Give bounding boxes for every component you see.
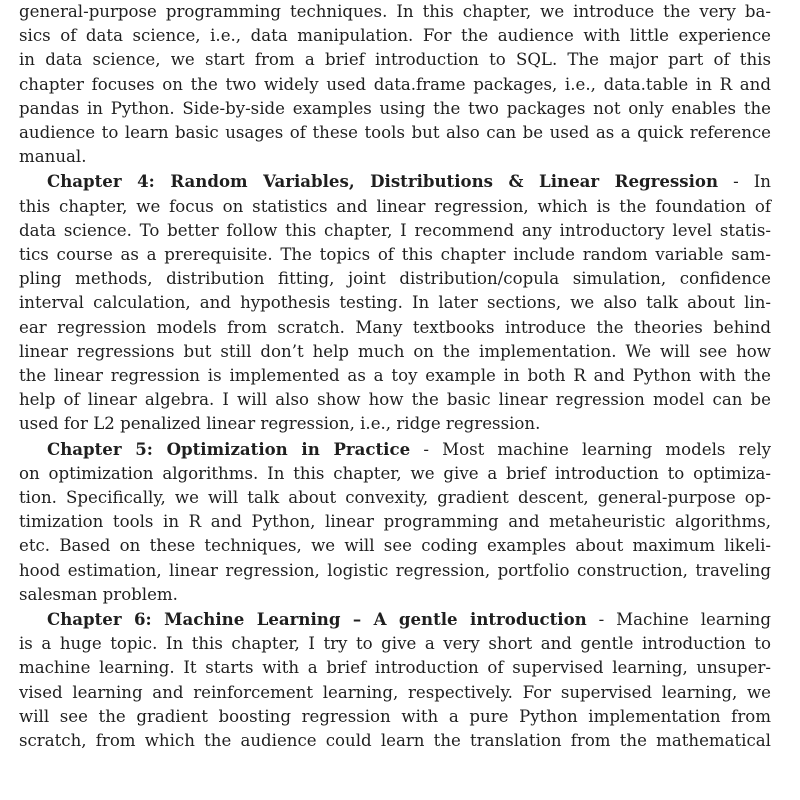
text-line: help of linear algebra. I will also show how the basic linear regression model can be	[19, 390, 771, 410]
text-line: on optimization algorithms. In this chapter, we give a brief introduction to optimiza-	[19, 463, 771, 483]
text-line: sics of data science, i.e., data manipulation. For the audience with little experience	[19, 26, 771, 46]
chapter-heading: Chapter 6: Machine Learning – A gentle introduction	[47, 609, 587, 630]
document-page	[19, 0, 771, 753]
heading-tail: - In	[718, 172, 771, 192]
text-line	[19, 607, 771, 632]
text-line: in data science, we start from a brief introduction to SQL. The major part of this	[19, 50, 771, 70]
heading-tail: - Most machine learning models rely	[410, 439, 771, 459]
text-line: manual.	[19, 147, 87, 167]
text-line	[19, 437, 771, 462]
text-line: data science. To better follow this chapter, I recommend any introductory level statis-	[19, 220, 771, 240]
text-line: this chapter, we focus on statistics and linear regression, which is the foundation of	[19, 196, 771, 216]
chapter-heading: Chapter 4: Random Variables, Distributions & Linear Regression	[47, 171, 719, 192]
text-line: timization tools in R and Python, linear programming and metaheuristic algorithms,	[19, 512, 771, 532]
text-line: linear regressions but still don’t help much on the implementation. We will see how	[19, 341, 771, 361]
text-line: tics course as a prerequisite. The topics of this chapter include random variable sam-	[19, 245, 771, 265]
text-line: ear regression models from scratch. Many textbooks introduce the theories behind	[19, 317, 771, 337]
chapter-heading: Chapter 5: Optimization in Practice	[47, 438, 411, 459]
text-line: tion. Specifically, we will talk about convexity, gradient descent, general-purpose op-	[19, 488, 771, 508]
text-line: chapter focuses on the two widely used data.frame packages, i.e., data.table in R and	[19, 74, 771, 94]
text-line: the linear regression is implemented as a toy example in both R and Python with the	[19, 366, 771, 386]
heading-tail: - Machine learning	[586, 610, 771, 630]
paragraph-chapter-5	[19, 437, 771, 607]
paragraph-chapter-4	[19, 169, 771, 436]
text-line: salesman problem.	[19, 584, 178, 604]
text-line: hood estimation, linear regression, logistic regression, portfolio construction, traveling	[19, 560, 771, 580]
text-line: used for L2 penalized linear regression, i.e., ridge regression.	[19, 414, 541, 434]
paragraph-intro-continued	[19, 0, 771, 169]
text-line: is a huge topic. In this chapter, I try to give a very short and gentle introduction to	[19, 634, 771, 654]
text-line: will see the gradient boosting regression with a pure Python implementation from	[19, 706, 771, 726]
text-line	[19, 169, 771, 194]
text-line: etc. Based on these techniques, we will see coding examples about maximum likeli-	[19, 536, 771, 556]
text-line: machine learning. It starts with a brief introduction of supervised learning, unsuper-	[19, 658, 771, 678]
paragraph-chapter-6	[19, 607, 771, 753]
text-line: pandas in Python. Side-by-side examples using the two packages not only enables the	[19, 98, 771, 118]
text-line: scratch, from which the audience could learn the translation from the mathematical	[19, 731, 771, 751]
text-line: interval calculation, and hypothesis testing. In later sections, we also talk about lin-	[19, 293, 771, 313]
text-line: general-purpose programming techniques. In this chapter, we introduce the very ba-	[19, 2, 771, 21]
text-line: audience to learn basic usages of these tools but also can be used as a quick reference	[19, 123, 771, 143]
text-line: vised learning and reinforcement learning, respectively. For supervised learning, we	[19, 682, 771, 702]
text-line: pling methods, distribution fitting, joint distribution/copula simulation, confidence	[19, 269, 771, 289]
